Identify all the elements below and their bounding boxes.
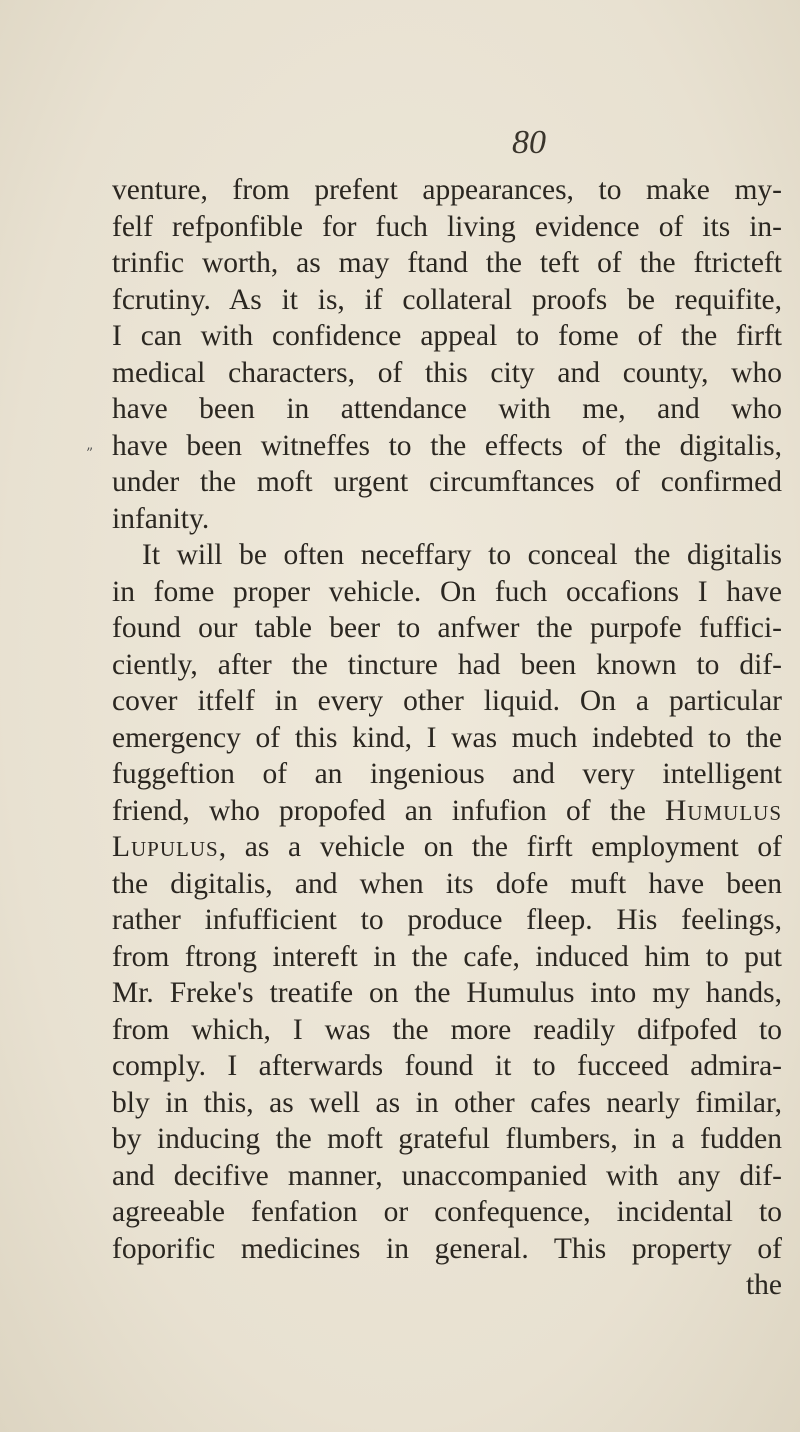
text-line: emergency of this kind, I was much indebted to the (112, 721, 782, 754)
text-line: rather infufficient to produce fleep. His feelings, (112, 904, 782, 936)
text-line: fuggeftion of an ingenious and very intelligent (112, 758, 782, 790)
text-line: under the moft urgent circumftances of confirmed (112, 466, 782, 498)
humulus-smallcaps: Humulus (665, 794, 782, 827)
text-line: agreeable fenfation or confequence, incidental to (112, 1196, 782, 1228)
text-segment: friend, who propofed an infufion of the (112, 794, 666, 827)
text-line: infanity. (112, 502, 210, 535)
text-line: in fome proper vehicle. On fuch occafions I have (112, 575, 782, 608)
text-line: I can with confidence appeal to fome of the firft (112, 320, 782, 352)
text-line: felf refponfible for fuch living evidence of its in- (112, 210, 782, 243)
text-line: and decifive manner, unaccompanied with any dif- (112, 1159, 782, 1192)
text-line: medical characters, of this city and county, who (112, 356, 782, 389)
text-line: bly in this, as well as in other cafes nearly fimilar, (112, 1086, 782, 1119)
text-line: found our table beer to anfwer the purpofe fuffici- (112, 612, 782, 644)
paragraph-start-line: It will be often neceffary to conceal the digitalis (142, 539, 782, 571)
text-line: venture, from prefent appearances, to make my- (112, 174, 782, 206)
text-line: ciently, after the tincture had been known to dif- (112, 648, 782, 681)
lupulus-smallcaps: Lupulus (112, 831, 219, 863)
text-line: Mr. Freke's treatife on the Humulus into my hands, (112, 977, 782, 1009)
text-line: from which, I was the more readily difpofed to (112, 1013, 782, 1046)
text-line: from ftrong intereft in the cafe, induced him to put (112, 940, 782, 973)
text-line: comply. I afterwards found it to fucceed admira- (112, 1050, 782, 1082)
text-line-humulus (112, 793, 782, 830)
text-line: fcrutiny. As it is, if collateral proofs be requifite, (112, 283, 782, 316)
text-line: by inducing the moft grateful flumbers, in a fudden (112, 1123, 782, 1155)
page-number: 80 (512, 124, 546, 161)
text-line: the digitalis, and when its dofe muft have been (112, 867, 782, 900)
text-line: cover itfelf in every other liquid. On a particular (112, 685, 782, 717)
text-segment: , as a vehicle on the firft employment of (218, 831, 782, 863)
text-line: trinfic worth, as may ftand the teft of the ftricteft (112, 247, 782, 279)
catchword: the (745, 1269, 782, 1301)
text-line: have been witneffes to the effects of the digitalis, (112, 429, 782, 462)
text-line-lupulus (112, 829, 782, 866)
margin-mark: ” (86, 446, 94, 462)
text-line: foporific medicines in general. This property of (112, 1232, 782, 1265)
body-text (112, 172, 782, 1304)
text-line: have been in attendance with me, and who (112, 393, 782, 425)
